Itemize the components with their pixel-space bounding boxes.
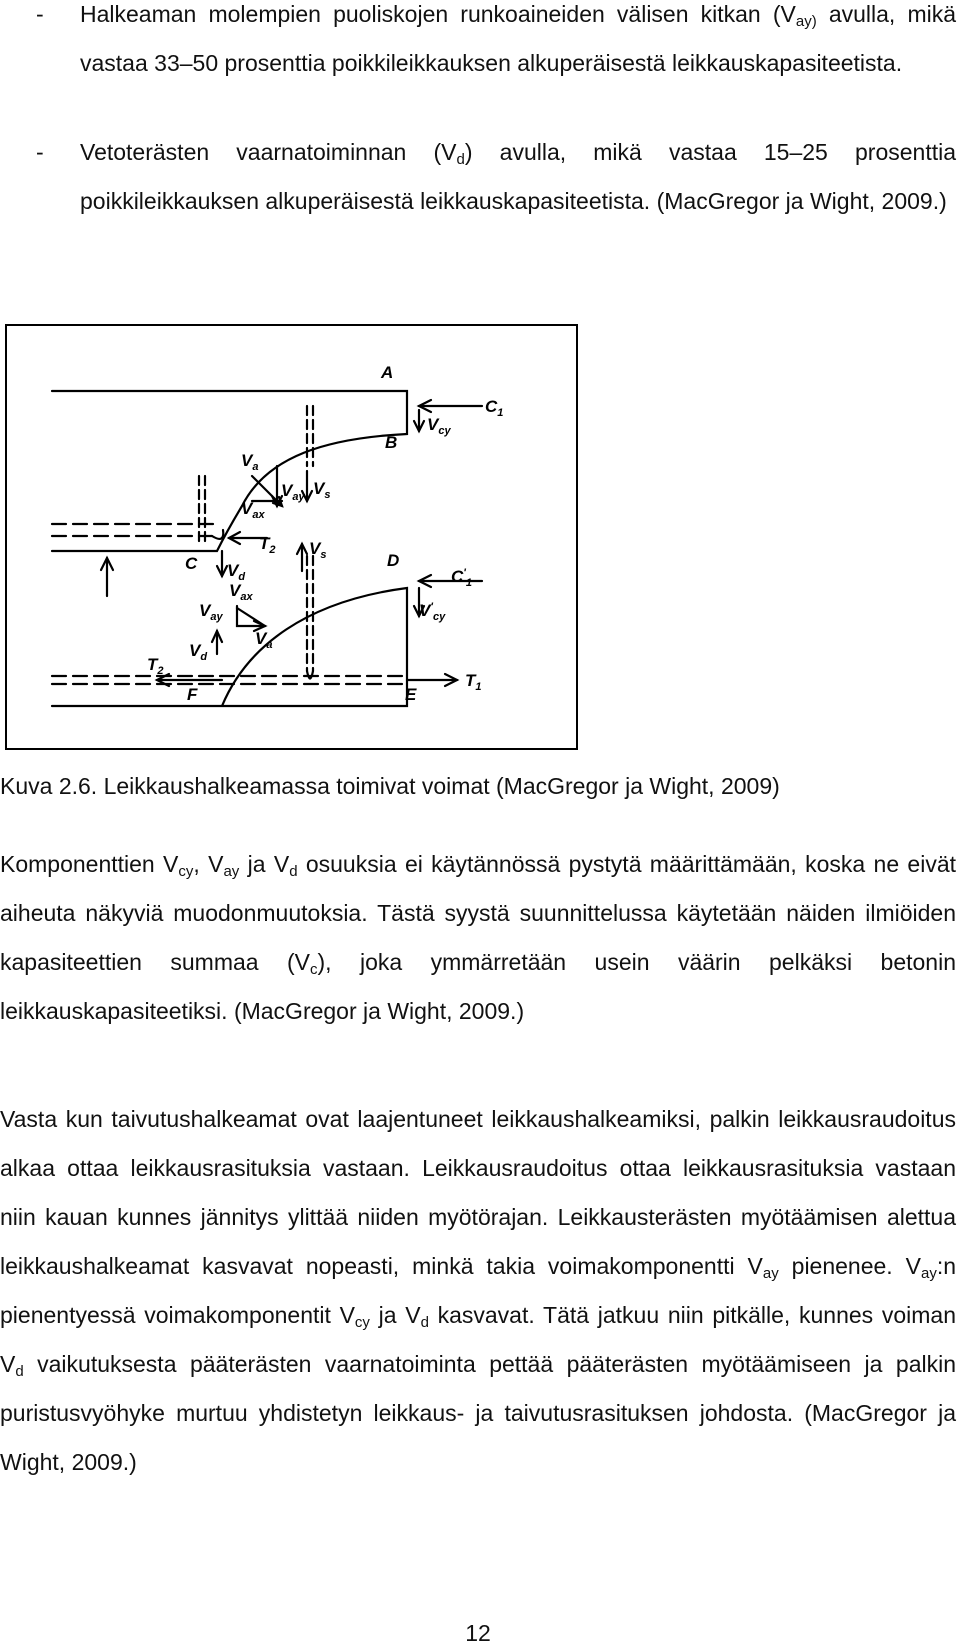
label-Vs-mid: $V_s$	[309, 539, 327, 561]
bullet-dash: -	[36, 1, 44, 27]
bullet-text: Halkeaman molempien puoliskojen runkoaineiden välisen kitkan ($V_{ay)}$ avulla, mikä vastaa 33–50 prosenttia poikkileikkauksen alkuperäisestä leikkauskapasiteetista.	[80, 1, 957, 76]
label-Vd-upper: $V_d$	[227, 561, 246, 583]
label-B: B	[385, 433, 398, 452]
label-C1-prime: $C'_1$	[451, 567, 473, 589]
label-Vay-top: $V_{ay}$	[281, 481, 305, 503]
paragraph-components: Komponenttien $V_{cy}$, $V_{ay}$ ja $V_d$ osuuksia ei käytännössä pystytä määrittämään, koska ne eivät aiheuta näkyviä muodonmuutoksia. Tästä syystä suunnittelussa käytetään näiden ilmiöiden kapasiteettien summaa $(V_c)$, joka ymmärretään usein väärin pelkäksi betonin leikkauskapasiteetiksi. (MacGregor ja Wight, 2009.)	[0, 851, 957, 1024]
bullet-dash: -	[36, 139, 44, 165]
upper-beam-outline	[52, 391, 407, 551]
paragraph-shear-reinforcement: Vasta kun taivutushalkeamat ovat laajentuneet leikkaushalkeamiksi, palkin leikkausraudoitus alkaa ottaa leikkausrasituksia vastaan. Leikkausraudoitus ottaa leikkausrasituksia vastaan niin kauan kunnes jännitys ylittää niiden myötörajan. Leikkausterästen myötäämisen alettua leikkaushalkeamat kasvavat nopeasti, minkä takia voimakomponentti $V_{ay}$ pienenee. $V_{ay}:n$ pienentyessä voimakomponentit $V_{cy}$ ja $V_d$ kasvavat. Tätä jatkuu niin pitkälle, kunnes voiman $V_d$ vaikutuksesta pääterästen vaarnatoiminta pettää pääterästen myötäämiseen ja palkin puristusvyöhyke murtuu yhdistetyn leikkaus- ja taivutusrasituksen johdosta. (MacGregor ja Wight, 2009.)	[0, 1106, 957, 1475]
label-Vs-top: $V_s$	[313, 479, 331, 501]
label-C1: $C_1$	[485, 397, 504, 419]
shear-crack-forces-figure	[5, 324, 578, 750]
label-T2-low: $T_2$	[147, 655, 164, 677]
figure-caption: Kuva 2.6. Leikkaushalkeamassa toimivat voimat (MacGregor ja Wight, 2009)	[0, 773, 780, 799]
label-Vd-lower: $V_d$	[189, 641, 208, 663]
label-E: E	[405, 685, 417, 704]
label-Vay-low: $V_{ay}$	[199, 601, 223, 623]
label-T2-mid: $T_2$	[259, 534, 276, 556]
label-Va-top: $V_a$	[241, 451, 259, 473]
label-Vcy: $V_{cy}$	[427, 415, 451, 437]
page-number: 12	[465, 1620, 491, 1646]
figure-diagram	[7, 326, 576, 748]
label-Vax-low: $V_{ax}$	[229, 581, 253, 603]
bullet-text: Vetoterästen vaarnatoiminnan $(V_d)$ avulla, mikä vastaa 15–25 prosenttia poikkileikkauksen alkuperäisestä leikkauskapasiteetista. (MacGregor ja Wight, 2009.)	[80, 139, 956, 214]
label-T1: $T_1$	[465, 671, 482, 693]
label-Vax-top: $V_{ax}$	[241, 499, 265, 521]
label-D: D	[387, 551, 400, 570]
label-C: C	[185, 554, 198, 573]
label-F: F	[187, 685, 198, 704]
label-Va-low: $V_a$	[255, 629, 273, 651]
label-A: A	[381, 363, 394, 382]
label-Vcy-prime: $V'_{cy}$	[419, 601, 446, 623]
